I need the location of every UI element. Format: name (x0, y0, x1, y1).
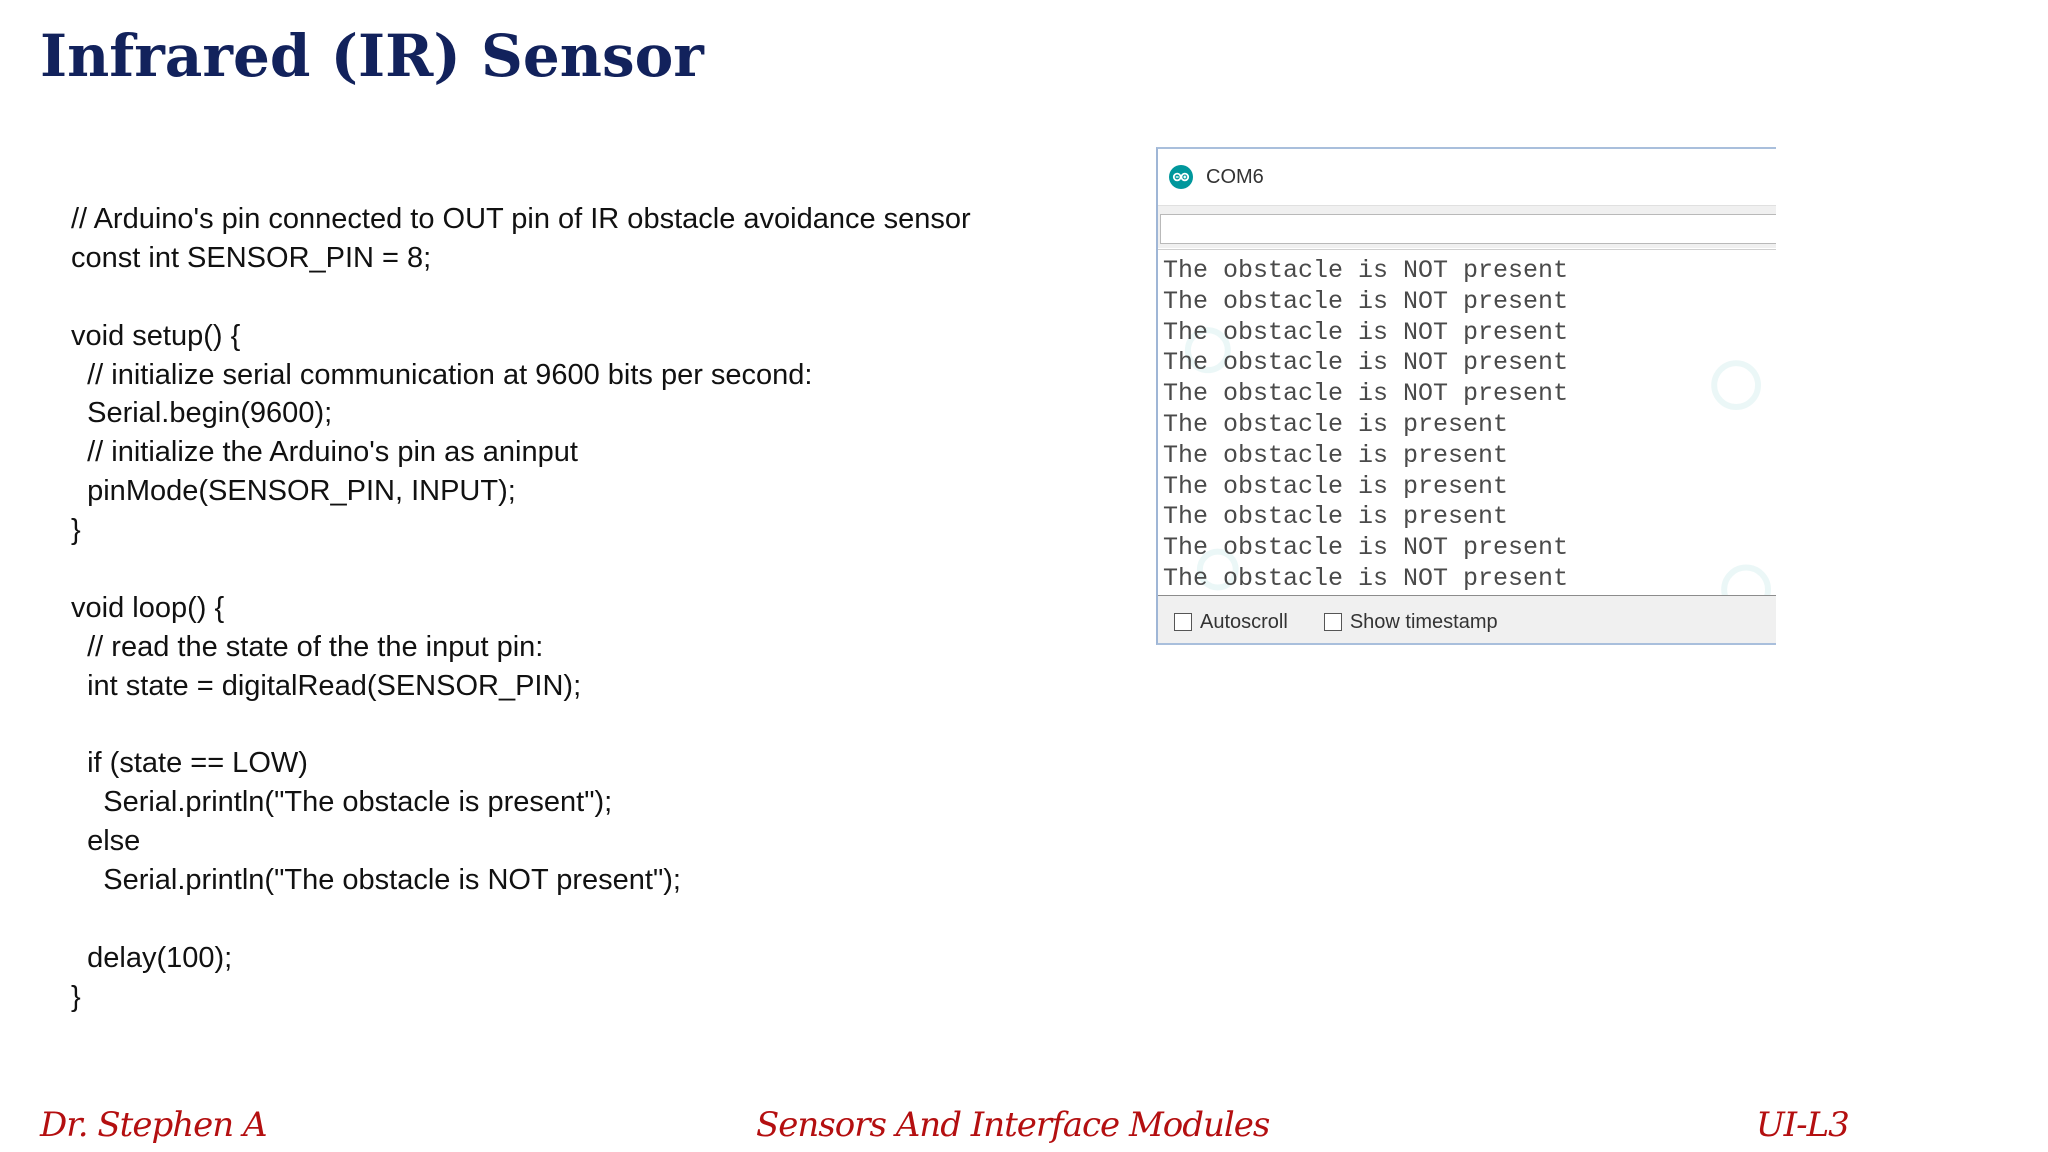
autoscroll-label: Autoscroll (1200, 610, 1288, 633)
output-line: The obstacle is NOT present (1163, 533, 1569, 563)
code-line (71, 550, 971, 589)
code-line: Serial.println("The obstacle is present"); (71, 786, 613, 819)
code-line (71, 706, 971, 745)
code-line: Serial.begin(9600); (71, 397, 333, 430)
code-line: Serial.println("The obstacle is NOT present"); (71, 864, 681, 897)
code-line: } (71, 980, 81, 1013)
code-line: if (state == LOW) (71, 747, 308, 780)
timestamp-checkbox[interactable] (1324, 613, 1342, 631)
code-line: } (71, 514, 81, 547)
footer-code: UI-L3 (1756, 1105, 1849, 1145)
serial-monitor-titlebar[interactable] (1158, 149, 1776, 205)
code-line: else (71, 825, 141, 858)
serial-monitor-window (1156, 147, 1776, 645)
code-line: delay(100); (71, 941, 233, 974)
footer-course: Sensors And Interface Modules (756, 1105, 1270, 1145)
code-line: void setup() { (71, 319, 241, 352)
output-line: The obstacle is present (1163, 440, 1509, 470)
output-line: The obstacle is NOT present (1163, 317, 1569, 347)
code-line: // read the state of the the input pin: (71, 630, 544, 663)
output-line: The obstacle is NOT present (1163, 286, 1569, 316)
code-line: // initialize the Arduino's pin as aninput (71, 436, 578, 469)
output-line: The obstacle is NOT present (1163, 348, 1569, 378)
code-line (71, 900, 971, 939)
autoscroll-checkbox[interactable] (1174, 613, 1192, 631)
output-line: The obstacle is present (1163, 471, 1509, 501)
code-line: // Arduino's pin connected to OUT pin of IR obstacle avoidance sensor (71, 203, 971, 235)
output-line: The obstacle is present (1163, 409, 1509, 439)
output-line: The obstacle is NOT present (1163, 563, 1569, 593)
timestamp-label: Show timestamp (1349, 610, 1498, 633)
timestamp-option[interactable] (1324, 611, 1498, 634)
code-line: const int SENSOR_PIN = 8; (71, 241, 432, 274)
output-line: The obstacle is NOT present (1163, 256, 1569, 285)
footer-author: Dr. Stephen A (40, 1105, 267, 1145)
serial-footer (1158, 595, 1776, 645)
port-label: COM6 (1206, 165, 1264, 188)
serial-output[interactable] (1158, 249, 1776, 596)
arduino-icon (1168, 164, 1194, 190)
code-line: // initialize serial communication at 9600 bits per second: (71, 358, 813, 391)
code-block (71, 200, 971, 1017)
output-line: The obstacle is present (1163, 502, 1509, 532)
output-lines (1163, 256, 1568, 595)
code-line: int state = digitalRead(SENSOR_PIN); (71, 669, 582, 702)
send-input[interactable] (1160, 214, 1776, 244)
send-bar (1158, 205, 1776, 248)
code-line: pinMode(SENSOR_PIN, INPUT); (71, 475, 516, 508)
output-line: The obstacle is NOT present (1163, 379, 1569, 409)
code-line: void loop() { (71, 591, 225, 624)
code-line (71, 278, 971, 317)
autoscroll-option[interactable] (1174, 611, 1288, 634)
slide-title: Infrared (IR) Sensor (40, 22, 704, 90)
